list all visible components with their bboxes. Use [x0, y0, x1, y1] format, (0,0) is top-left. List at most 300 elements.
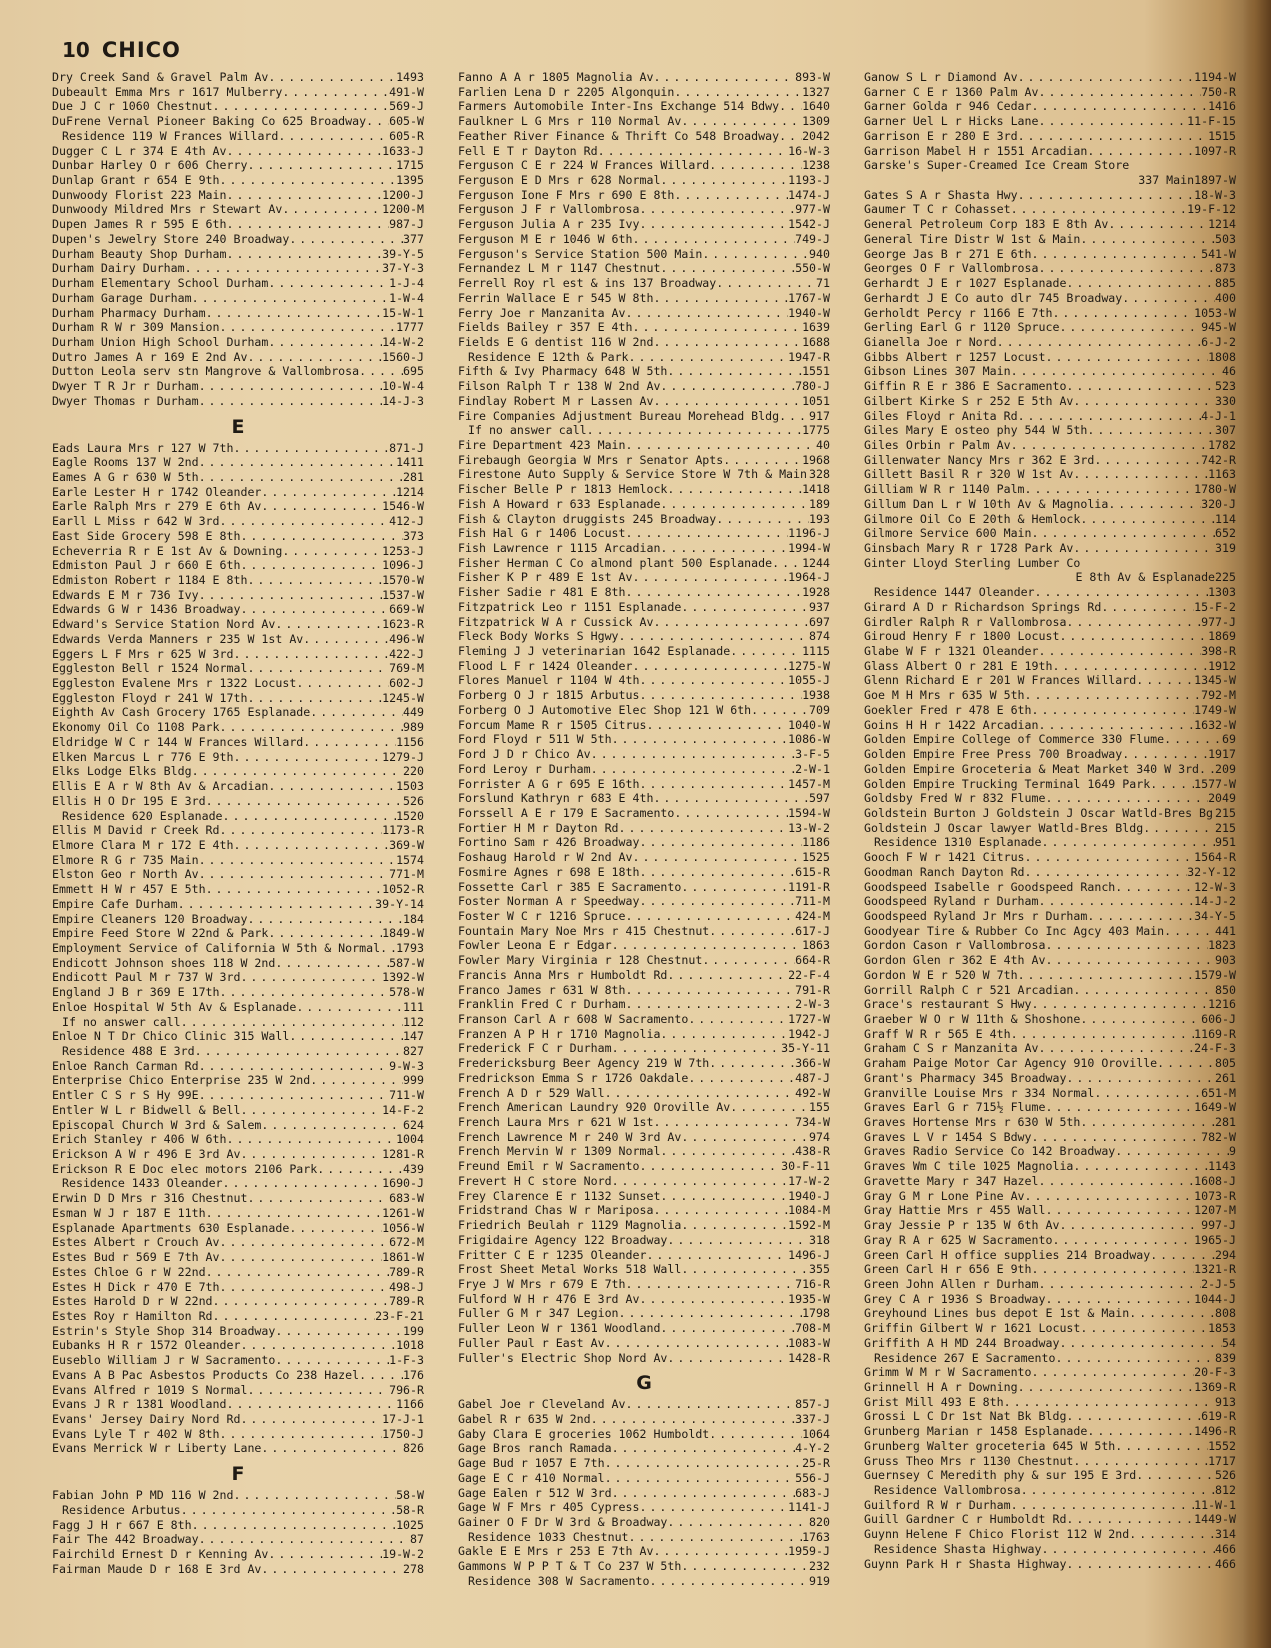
listing-name: Durham Dairy Durham: [52, 261, 185, 276]
listing-row: [458, 350, 830, 365]
listing-phone: 17-W-2: [788, 1173, 830, 1188]
listing-row: [864, 1542, 1236, 1557]
listing-phone: 1570-W: [382, 573, 424, 587]
dot-leader: [681, 600, 809, 615]
dot-leader: [247, 573, 382, 588]
listing-phone: 812: [1215, 1483, 1236, 1497]
listing-row: [458, 85, 830, 100]
dot-leader: [181, 1015, 403, 1030]
listing-row: [52, 882, 424, 897]
dot-leader: [275, 617, 382, 632]
dot-leader: [296, 1000, 403, 1015]
dot-leader: [702, 247, 809, 262]
listing-name: Elmore Clara M r 172 E 4th: [52, 837, 234, 852]
listing-name: Dry Creek Sand & Gravel Palm Av: [52, 70, 269, 84]
listing-row: [52, 1118, 424, 1133]
listing-phone: 826: [403, 1441, 424, 1456]
listing-name: Ferguson J F r Vallombrosa: [458, 202, 640, 217]
dot-leader: [619, 1306, 803, 1321]
listing-phone: 697: [809, 614, 830, 629]
listing-row: [52, 867, 424, 882]
listing-name: Entler W L r Bidwell & Bell: [52, 1102, 241, 1117]
listing-phone: 220: [403, 764, 424, 779]
dot-leader: [667, 968, 788, 983]
listing-row: [458, 1203, 830, 1218]
listing-name: Green Carl H r 656 E 9th: [864, 1262, 1032, 1277]
listing-row: [458, 1351, 830, 1366]
listing-phone: 17-J-1: [382, 1411, 424, 1426]
listing-name: Empire Feed Store W 22nd & Park: [52, 926, 269, 941]
listing-phone: 1503: [396, 779, 424, 794]
listing-row: [52, 912, 424, 927]
listing-name: Freund Emil r W Sacramento: [458, 1159, 640, 1174]
dot-leader: [1052, 659, 1208, 674]
listing-name: Residence 1033 Chestnut: [468, 1529, 629, 1544]
listing-phone: 1-W-4: [389, 290, 424, 305]
listing-phone: 1763: [802, 1529, 830, 1544]
listing-name: Estes Harold D r W 22nd: [52, 1294, 213, 1309]
listing-phone: 25-R: [802, 1456, 830, 1471]
listing-name: Ferry Joe r Manzanita Av: [458, 305, 626, 320]
listing-row: [52, 470, 424, 485]
listing-row: [864, 850, 1236, 865]
dot-leader: [1032, 1130, 1202, 1145]
dot-leader: [185, 261, 382, 276]
listing-row: [458, 1456, 830, 1471]
listing-row: [52, 85, 424, 100]
listing-phone: 695: [403, 364, 424, 379]
listing-row: [52, 809, 424, 824]
dot-leader: [1055, 1351, 1215, 1366]
listing-name: Francis Anna Mrs r Humboldt Rd: [458, 967, 668, 982]
listing-row: [52, 823, 424, 838]
dot-leader: [1087, 909, 1194, 924]
dot-leader: [997, 335, 1201, 350]
dot-leader: [213, 1294, 390, 1309]
listing-phone: 1173-R: [382, 823, 424, 838]
listing-row: [458, 453, 830, 468]
listing-row: [458, 997, 830, 1012]
listing-name: Gerhardt J E Co auto dlr 745 Broadway: [864, 290, 1123, 305]
dot-leader: [261, 1562, 403, 1577]
listing-name: Griffith A H MD 244 Broadway: [864, 1335, 1060, 1350]
listing-name: Fischer Belle P r 1813 Hemlock: [458, 482, 668, 497]
listing-name: Endicott Johnson shoes 118 W 2nd: [52, 955, 276, 970]
listing-phone: 1947-R: [788, 349, 830, 364]
dot-leader: [751, 703, 809, 718]
listing-row: [52, 1280, 424, 1295]
listing-row: [458, 1544, 830, 1559]
directory-column-1: [52, 70, 424, 1576]
listing-row: [52, 956, 424, 971]
dot-leader: [626, 909, 796, 924]
listing-phone: 314: [1215, 1527, 1236, 1542]
listing-phone: 913: [1215, 1394, 1236, 1409]
listing-row: [864, 1277, 1236, 1292]
listing-name: Estes Bud r 569 E 7th Av: [52, 1250, 220, 1265]
listing-phone: 1261-W: [382, 1205, 424, 1220]
listing-name: Esplanade Apartments 630 Esplanade: [52, 1220, 290, 1235]
listing-phone: 39-Y-14: [375, 896, 424, 911]
dot-leader: [1032, 526, 1216, 541]
listing-row: [864, 938, 1236, 953]
listing-phone: 711-M: [795, 894, 830, 909]
dot-leader: [612, 1041, 782, 1056]
listing-phone: 1056-W: [382, 1220, 424, 1235]
listing-phone: 503: [1215, 231, 1236, 246]
dot-leader: [1059, 1218, 1201, 1233]
listing-phone: 330: [1215, 393, 1236, 408]
listing-phone: 605-W: [389, 114, 424, 129]
listing-phone: 1369-R: [1194, 1379, 1236, 1394]
listing-name: Frederick F C r Durham: [458, 1041, 612, 1056]
listing-name: Eads Laura Mrs r 127 W 7th: [52, 440, 234, 455]
listing-phone: 1940-W: [788, 305, 830, 320]
dot-leader: [649, 1574, 809, 1589]
listing-phone: 14-F-2: [382, 1102, 424, 1117]
listing-phone: 318: [809, 1232, 830, 1247]
listing-phone: 12-W-3: [1194, 879, 1236, 894]
city-title: CHICO: [101, 38, 181, 62]
dot-leader: [213, 99, 390, 114]
dot-leader: [626, 1277, 796, 1292]
listing-phone: 1207-M: [1194, 1203, 1236, 1218]
listing-name: Gaumer T C r Cohasset: [864, 202, 1011, 217]
dot-leader: [1136, 1468, 1215, 1483]
listing-name: General Petroleum Corp 183 E 8th Av: [864, 217, 1109, 232]
dot-leader: [667, 1515, 809, 1530]
listing-row: [864, 732, 1236, 747]
listing-name: Edmiston Robert r 1184 E 8th: [52, 573, 248, 587]
listing-phone: 1244: [802, 555, 830, 570]
listing-phone: 669-W: [389, 602, 424, 617]
listing-row: [52, 926, 424, 941]
listing-row: [864, 1086, 1236, 1101]
listing-phone: 651-M: [1201, 1085, 1236, 1100]
listing-phone: 1083-W: [788, 1335, 830, 1350]
listing-row: [458, 1027, 830, 1042]
listing-row: [52, 1029, 424, 1044]
directory-column-2: [458, 70, 830, 1589]
listing-phone: 1574: [396, 852, 424, 867]
listing-row: [864, 1351, 1236, 1366]
listing-phone: 885: [1215, 276, 1236, 291]
dot-leader: [674, 806, 788, 821]
listing-name: Eggleston Bell r 1524 Normal: [52, 661, 248, 676]
listing-row: [52, 1397, 424, 1412]
listing-row: [864, 570, 1236, 585]
dot-leader: [192, 1518, 396, 1533]
dot-leader: [1115, 880, 1194, 895]
dot-leader: [667, 364, 802, 379]
listing-name: Gray Jessie P r 135 W 6th Av: [864, 1218, 1060, 1233]
listing-name: Gray G M r Lone Pine Av: [864, 1188, 1025, 1203]
listing-phone: 1055-J: [788, 673, 830, 688]
listing-name: Frevert H C store Nord: [458, 1173, 612, 1188]
listing-row: [864, 114, 1236, 129]
dot-leader: [1129, 1527, 1215, 1542]
listing-name: Goodspeed Isabelle r Goodspeed Ranch: [864, 879, 1116, 894]
listing-phone: 771-M: [389, 867, 424, 882]
dot-leader: [247, 691, 382, 706]
listing-row: [458, 791, 830, 806]
listing-name: Dunlap Grant r 654 E 9th: [52, 173, 220, 188]
dot-leader: [192, 764, 403, 779]
listing-row: [52, 1383, 424, 1398]
listing-phone: 492-W: [795, 1085, 830, 1100]
listing-phone: 2-W-1: [795, 761, 830, 776]
listing-row: [458, 1397, 830, 1412]
listing-phone: 1395: [396, 173, 424, 188]
dot-leader: [1039, 1174, 1195, 1189]
dot-leader: [220, 823, 383, 838]
listing-row: [458, 1233, 830, 1248]
dot-leader: [220, 1250, 383, 1265]
listing-row: [864, 821, 1236, 836]
listing-row: [864, 1115, 1236, 1130]
listing-name: Ekonomy Oil Co 1108 Park: [52, 720, 220, 735]
dot-leader: [268, 1547, 382, 1562]
listing-phone: 1496-J: [788, 1247, 830, 1262]
dot-leader: [619, 821, 789, 836]
listing-row: [52, 1324, 424, 1339]
listing-row: [864, 482, 1236, 497]
listing-row: [52, 779, 424, 794]
listing-phone: 1051: [802, 393, 830, 408]
listing-name: Guynn Park H r Shasta Highway: [864, 1556, 1067, 1571]
dot-leader: [199, 1532, 410, 1547]
dot-leader: [1087, 423, 1215, 438]
listing-phone: 155: [809, 1100, 830, 1115]
listing-name: England J B r 369 E 17th: [52, 985, 220, 1000]
listing-name: Dugger C L r 374 E 4th Av: [52, 143, 227, 158]
dot-leader: [261, 485, 396, 500]
dot-leader: [612, 732, 789, 747]
listing-phone: 176: [403, 1367, 424, 1382]
dot-leader: [1045, 938, 1208, 953]
dot-leader: [199, 588, 383, 603]
listing-phone: 951: [1215, 835, 1236, 850]
listing-row: [458, 880, 830, 895]
listing-name: Goe M H Mrs r 635 W 5th: [864, 688, 1025, 703]
listing-phone: 587-W: [389, 955, 424, 970]
listing-row: [864, 364, 1236, 379]
dot-leader: [633, 570, 789, 585]
dot-leader: [247, 661, 389, 676]
listing-name: Graham C S r Manzanita Av: [864, 1041, 1039, 1056]
listing-phone: 1633-J: [382, 143, 424, 158]
listing-row: [458, 1471, 830, 1486]
dot-leader: [709, 1427, 802, 1442]
dot-leader: [1045, 1203, 1194, 1218]
dot-leader: [220, 720, 404, 735]
listing-name: Giles Floyd r Anita Rd: [864, 408, 1018, 423]
listing-row: [458, 850, 830, 865]
listing-name: Fosmire Agnes r 698 E 18th: [458, 864, 640, 879]
dot-leader: [730, 644, 802, 659]
listing-phone: 1777: [396, 320, 424, 335]
listing-name: Fisher Sadie r 481 E 8th: [458, 585, 626, 600]
listing-phone: 15-F-2: [1194, 599, 1236, 614]
listing-name: Fuller G M r 347 Legion: [458, 1306, 619, 1321]
listing-name: Franzen A P H r 1710 Magnolia: [458, 1026, 661, 1041]
listing-row: [864, 467, 1236, 482]
dot-leader: [667, 1233, 809, 1248]
listing-row: [52, 276, 424, 291]
listing-row: [52, 705, 424, 720]
listing-name: Foster W C r 1216 Spruce: [458, 908, 626, 923]
listing-name: Goekler Fred r 478 E 6th: [864, 702, 1032, 717]
listing-phone: 1194-W: [1194, 70, 1236, 84]
dot-leader: [240, 602, 389, 617]
listing-phone: 1018: [396, 1338, 424, 1353]
listing-name: Entler C S r S Hy 99E: [52, 1088, 199, 1103]
listing-phone: 320-J: [1201, 496, 1236, 511]
listing-row: [52, 232, 424, 247]
dot-leader: [317, 1162, 403, 1177]
listing-phone: 997-J: [1201, 1218, 1236, 1233]
listing-name: Fanno A A r 1805 Magnolia Av: [458, 70, 654, 84]
listing-row: [864, 1365, 1236, 1380]
listing-phone: 18-W-3: [1194, 187, 1236, 202]
listing-phone: 1560-J: [382, 349, 424, 364]
dot-leader: [247, 350, 382, 365]
listing-row: [864, 541, 1236, 556]
listing-name: Golden Empire Groceteria & Meat Market 340 W 3rd: [864, 761, 1200, 776]
listing-phone: 366-W: [795, 1056, 830, 1071]
listing-phone: 1321-R: [1194, 1262, 1236, 1277]
listing-phone: 24-F-3: [1194, 1041, 1236, 1056]
listing-row: [52, 188, 424, 203]
dot-leader: [779, 409, 809, 424]
dot-leader: [681, 1262, 809, 1277]
listing-name: Ferguson's Service Station 500 Main: [458, 246, 703, 261]
listing-name: Fuller Paul r East Av: [458, 1335, 605, 1350]
listing-name: Graeber W O r W 11th & Shoshone: [864, 1012, 1081, 1026]
listing-row: [864, 394, 1236, 409]
dot-leader: [227, 1132, 397, 1147]
listing-row: [52, 485, 424, 500]
listing-row: [52, 794, 424, 809]
listing-phone: 2049: [1208, 791, 1236, 806]
listing-phone: 683-J: [795, 1485, 830, 1500]
listing-name: DuFrene Vernal Pioneer Baking Co 625 Broadway: [52, 114, 367, 129]
listing-phone: 1214: [396, 484, 424, 499]
listing-name: Ganow S L r Diamond Av: [864, 70, 1018, 84]
dot-leader: [626, 997, 796, 1012]
listing-row: [52, 291, 424, 306]
listing-name: Garske's Super-Creamed Ice Cream Store: [864, 158, 1130, 173]
listing-name: Erwin D D Mrs r 316 Chestnut: [52, 1191, 248, 1206]
dot-leader: [1080, 1012, 1201, 1027]
dot-leader: [639, 1292, 788, 1307]
dot-leader: [227, 188, 383, 203]
dot-leader: [716, 276, 816, 291]
listing-row: [864, 1527, 1236, 1542]
listing-row: [864, 512, 1236, 527]
listing-name: Fuller Leon W r 1361 Woodland: [458, 1321, 661, 1336]
listing-phone: 791-R: [795, 982, 830, 997]
listing-row: [52, 173, 424, 188]
dot-leader: [1157, 1056, 1215, 1071]
dot-leader: [681, 1559, 809, 1574]
dot-leader: [227, 1397, 397, 1412]
dot-leader: [240, 1103, 382, 1118]
dot-leader: [1066, 276, 1215, 291]
listing-name: Ginsbach Mary R r 1728 Park Av: [864, 541, 1074, 555]
listing-name: Filson Ralph T r 138 W 2nd Av: [458, 379, 661, 394]
listing-phone: 937: [809, 599, 830, 614]
listing-name: French Laura Mrs r 621 W 1st: [458, 1115, 654, 1130]
listing-row: [864, 1071, 1236, 1086]
listing-name: Gray R A r 625 W Sacramento: [864, 1232, 1053, 1247]
listing-phone: 1608-J: [1194, 1173, 1236, 1188]
listing-row: [52, 1309, 424, 1324]
listing-row: [52, 144, 424, 159]
listing-name: Forrister A G r 695 E 16th: [458, 776, 640, 791]
listing-row: [458, 938, 830, 953]
listing-name: Dutton Leola serv stn Mangrove & Vallombrosa: [52, 364, 360, 379]
dot-leader: [629, 350, 789, 365]
listing-phone: 1849-W: [382, 926, 424, 941]
listing-name: Gakle E E Mrs r 253 E 7th Av: [458, 1544, 654, 1559]
dot-leader: [1080, 1115, 1215, 1130]
listing-phone: 1775: [802, 423, 830, 438]
listing-name: Enloe N T Dr Chico Clinic 315 Wall: [52, 1029, 290, 1044]
dot-leader: [660, 379, 795, 394]
listing-phone: 1193-J: [788, 173, 830, 188]
listing-phone: 111: [403, 999, 424, 1014]
listing-name: Faulkner L G Mrs r 110 Normal Av: [458, 114, 682, 129]
listing-row: [458, 983, 830, 998]
listing-row: [52, 1412, 424, 1427]
dot-leader: [626, 526, 789, 541]
listing-name: Employment Service of California W 5th & Normal: [52, 940, 381, 955]
dot-leader: [1039, 85, 1202, 100]
dot-leader: [779, 129, 802, 144]
listing-row: [864, 762, 1236, 777]
listing-phone: 54: [1222, 1335, 1236, 1350]
listing-name: Flood L F r 1424 Oleander: [458, 658, 633, 673]
listing-name: Earll L Miss r 642 W 3rd: [52, 514, 220, 529]
listing-name: Earle Ralph Mrs r 279 E 6th Av: [52, 499, 262, 514]
listing-name: Dunwoody Mildred Mrs r Stewart Av: [52, 202, 283, 217]
dot-leader: [233, 647, 389, 662]
dot-leader: [220, 1235, 390, 1250]
listing-row: [52, 1206, 424, 1221]
listing-phone: 87: [410, 1532, 424, 1547]
dot-leader: [660, 1321, 795, 1336]
dot-leader: [626, 983, 796, 998]
dot-leader: [626, 1397, 796, 1412]
listing-name: George Jas B r 271 E 6th: [864, 246, 1032, 261]
listing-name: Gilmore Service 600 Main: [864, 526, 1032, 541]
listing-name: Gage Bros ranch Ramada: [458, 1441, 612, 1456]
listing-name: Grant's Pharmacy 345 Broadway: [864, 1070, 1067, 1085]
dot-leader: [1080, 1321, 1208, 1336]
listing-row: [52, 441, 424, 456]
listing-name: Fowler Mary Virginia r 128 Chestnut: [458, 953, 703, 968]
listing-name: Dutro James A r 169 E 2nd Av: [52, 349, 248, 364]
dot-leader: [702, 953, 795, 968]
listing-row: [458, 1130, 830, 1145]
listing-phone: 1823: [1208, 938, 1236, 953]
dot-leader: [261, 499, 382, 514]
listing-row: [458, 1336, 830, 1351]
listing-name: Residence 620 Esplanade: [62, 808, 223, 823]
listing-row: [458, 99, 830, 114]
listing-phone: 6-J-2: [1201, 334, 1236, 349]
